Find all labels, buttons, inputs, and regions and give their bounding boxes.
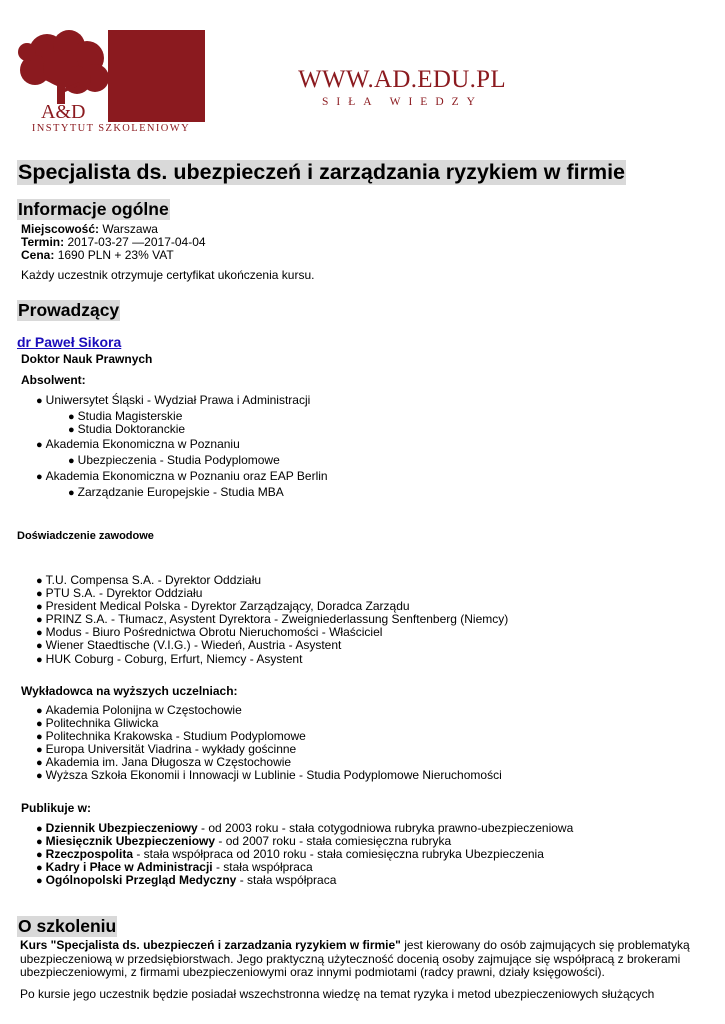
list-item: ● T.U. Compensa S.A. - Dyrektor Oddziału — [36, 573, 261, 588]
list-item: ● Miesięcznik Ubezpieczeniowy - od 2007 roku - stała comiesięczna rubryka — [36, 834, 451, 849]
list-item: ● Politechnika Krakowska - Studium Podyplomowe — [36, 729, 306, 744]
list-item: ● Uniwersytet Śląski - Wydział Prawa i Administracji — [36, 393, 310, 408]
site-url: WWW.AD.EDU.PL — [298, 66, 506, 93]
list-item: ● Akademia Ekonomiczna w Poznaniu — [36, 437, 240, 452]
term-row: Termin: 2017-03-27 —2017-04-04 — [21, 235, 206, 249]
list-item: ● Ogólnopolski Przegląd Medyczny - stała współpraca — [36, 873, 336, 888]
list-item: ● Studia Doktoranckie — [68, 422, 185, 437]
list-item: ● HUK Coburg - Coburg, Erfurt, Niemcy - Asystent — [36, 652, 302, 667]
location-row: Miejscowość: Warszawa — [21, 222, 158, 236]
section-heading-about: O szkoleniu — [18, 916, 117, 936]
tree-icon — [17, 30, 113, 122]
site-tagline: SIŁA WIEDZY — [322, 96, 483, 108]
list-item: ● Modus - Biuro Pośrednictwa Obrotu Nieruchomości - Właściciel — [36, 625, 382, 640]
lecturer-degree: Doktor Nauk Prawnych — [21, 352, 153, 366]
list-item: ● Akademia im. Jana Długosza w Częstochowie — [36, 755, 291, 770]
price-row: Cena: 1690 PLN + 23% VAT — [21, 248, 174, 262]
page-title: Specjalista ds. ubezpieczeń i zarządzania ryzykiem w firmie — [18, 160, 626, 184]
lecturer-name-link[interactable]: dr Paweł Sikora — [17, 334, 122, 350]
publishes-label: Publikuje w: — [21, 801, 92, 815]
certificate-note: Każdy uczestnik otrzymuje certyfikat ukończenia kursu. — [21, 268, 315, 282]
list-item: ● Akademia Polonijna w Częstochowie — [36, 703, 242, 718]
list-item: ● President Medical Polska - Dyrektor Zarządzający, Doradca Zarządu — [36, 599, 410, 614]
list-item: ● Studia Magisterskie — [68, 409, 182, 424]
logo-caption: INSTYTUT SZKOLENIOWY — [31, 123, 191, 134]
lecturer-label: Wykładowca na wyższych uczelniach: — [21, 684, 238, 698]
section-heading-info: Informacje ogólne — [18, 199, 169, 219]
list-item: ● Wiener Staedtische (V.I.G.) - Wiedeń, Austria - Asystent — [36, 638, 341, 653]
logo — [17, 30, 205, 136]
logo-square — [108, 30, 205, 122]
logo-letters: A&D — [41, 101, 86, 122]
experience-label: Doświadczenie zawodowe — [17, 530, 154, 542]
list-item: ● Europa Universität Viadrina - wykłady gościnne — [36, 742, 296, 757]
list-item: ● PRINZ S.A. - Tłumacz, Asystent Dyrektora - Zweigniederlassung Senftenberg (Niemcy) — [36, 612, 508, 627]
list-item: ● Ubezpieczenia - Studia Podyplomowe — [68, 453, 280, 468]
about-text — [20, 939, 710, 1009]
list-item: ● Dziennik Ubezpieczeniowy - od 2003 roku - stała cotygodniowa rubryka prawno-ubezpieczeniowa — [36, 821, 573, 836]
graduate-label: Absolwent: — [21, 373, 86, 387]
list-item: ● Akademia Ekonomiczna w Poznaniu oraz EAP Berlin — [36, 469, 328, 484]
section-heading-trainers: Prowadzący — [18, 300, 120, 320]
list-item: ● Zarządzanie Europejskie - Studia MBA — [68, 485, 284, 500]
about-paragraph: Po kursie jego uczestnik będzie posiadał wszechstronna wiedzę na temat ryzyka i metod ubezpieczeniowych służących — [20, 986, 655, 1001]
list-item: ● Politechnika Gliwicka — [36, 716, 158, 731]
list-item: ● Kadry i Płace w Administracji - stała współpraca — [36, 860, 313, 875]
list-item: ● Wyższa Szkoła Ekonomii i Innowacji w Lublinie - Studia Podyplomowe Nieruchomości — [36, 768, 502, 783]
list-item: ● PTU S.A. - Dyrektor Oddziału — [36, 586, 202, 601]
list-item: ● Rzeczpospolita - stała współpraca od 2010 roku - stała comiesięczna rubryka Ubezpieczenia — [36, 847, 544, 862]
about-paragraph: Kurs "Specjalista ds. ubezpieczeń i zarzadzania ryzykiem w firmie" jest kierowany do osób zajmujących się problematyką ubezpieczeniową w przedsiębiorstwach. Jego praktyczną użyteczność docenią osoby zajmujące się współpracą z brokerami ubezpieczeniowymi, z firmami ubezpieczeniowymi oraz innymi podmiotami (radcy prawni, działy księgowości). — [20, 938, 690, 979]
